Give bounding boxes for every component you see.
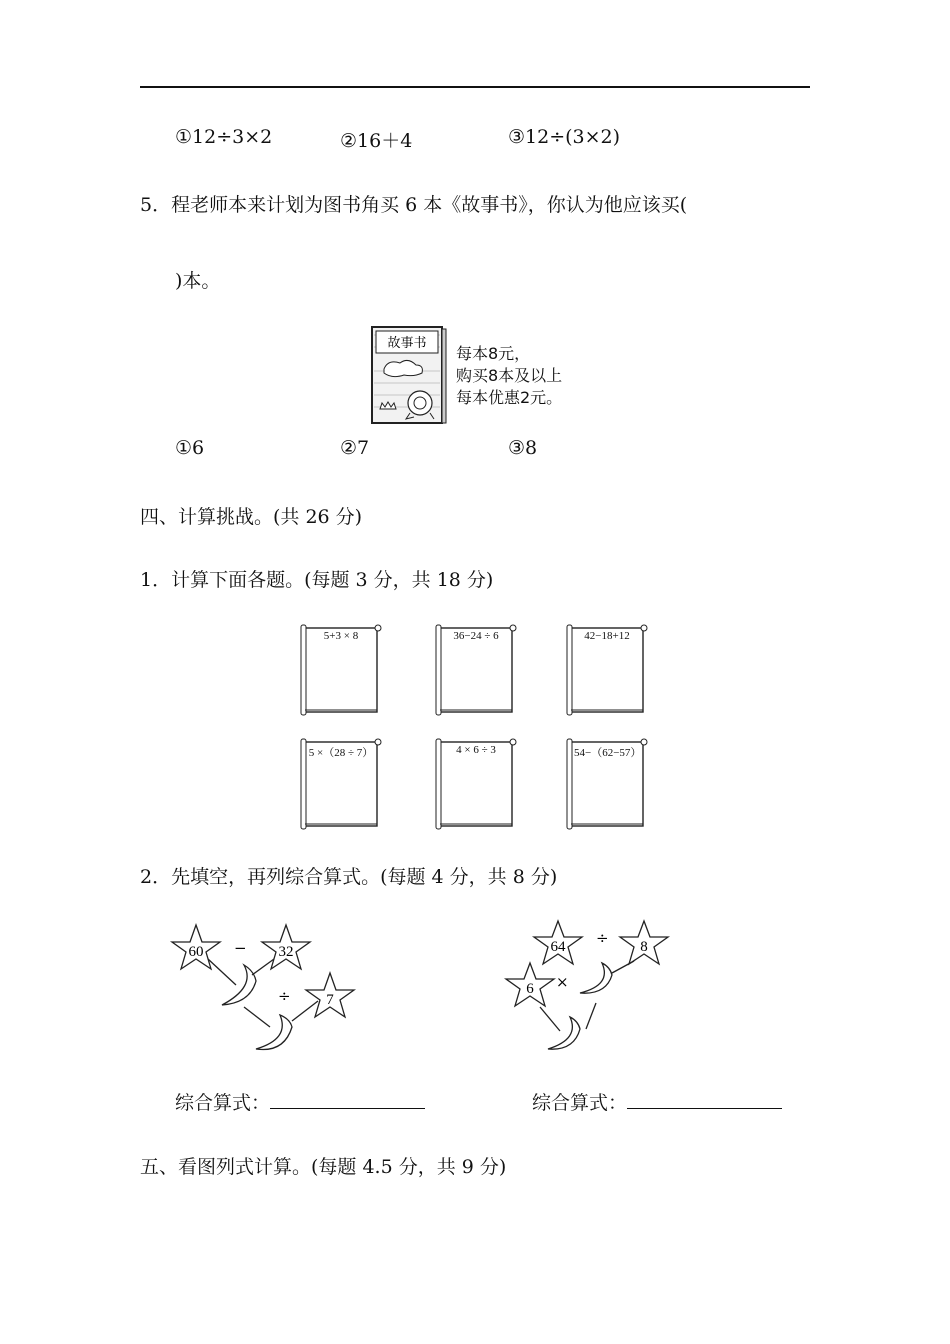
q4-option-3[interactable]: ③12÷(3×2) <box>508 126 621 148</box>
q4-option-1[interactable]: ①12÷3×2 <box>175 126 273 148</box>
star-number: 60 <box>188 944 204 960</box>
calc-card[interactable] <box>435 738 517 830</box>
star-number: 7 <box>326 992 334 1008</box>
formula-row-left <box>175 1088 425 1115</box>
calc-card[interactable] <box>300 624 382 716</box>
calc-expression: 42−18+12 <box>584 630 630 642</box>
promo-line-3: 每本优惠2元。 <box>456 388 563 407</box>
star-number: 8 <box>640 939 648 955</box>
top-rule <box>140 86 810 88</box>
moon-shape <box>222 965 256 1005</box>
formula-answer-blank[interactable] <box>270 1090 425 1109</box>
formula-label: 综合算式： <box>532 1092 628 1114</box>
section4-q1-title: 1．计算下面各题。(每题 3 分，共 18 分) <box>140 569 494 591</box>
calc-card[interactable] <box>435 624 517 716</box>
operator: − <box>234 939 247 957</box>
moon-shape <box>580 963 612 993</box>
operator: × <box>556 973 569 991</box>
calc-card[interactable] <box>566 738 648 830</box>
operator: ÷ <box>278 987 291 1005</box>
promo-line-1: 每本8元， <box>456 344 531 363</box>
calc-card[interactable] <box>300 738 382 830</box>
operator: ÷ <box>596 929 609 947</box>
formula-answer-blank[interactable] <box>627 1090 782 1109</box>
q5-option-2[interactable]: ②7 <box>340 437 370 459</box>
section5-title: 五、看图列式计算。(每题 4.5 分，共 9 分) <box>140 1156 507 1178</box>
star-number: 6 <box>526 981 534 997</box>
calc-expression: 5+3 × 8 <box>323 630 359 642</box>
calc-expression: 5 ×（28 ÷ 7） <box>308 747 374 759</box>
calc-expression: 36−24 ÷ 6 <box>453 630 499 642</box>
q4-option-2[interactable]: ②16＋4 <box>340 130 413 152</box>
promo-line-2: 购买8本及以上 <box>456 366 563 385</box>
section4-title: 四、计算挑战。(共 26 分) <box>140 506 363 528</box>
left-fill-diagram <box>160 915 370 1055</box>
right-fill-diagram <box>500 915 680 1055</box>
calc-card[interactable] <box>566 624 648 716</box>
star-number: 32 <box>278 944 294 960</box>
book-title: 故事书 <box>387 336 427 351</box>
calc-expression: 54−（62−57） <box>574 747 642 759</box>
price-promotion <box>456 343 562 409</box>
formula-row-right <box>532 1088 782 1115</box>
section4-q2-title: 2．先填空，再列综合算式。(每题 4 分，共 8 分) <box>140 866 558 888</box>
q5-option-1[interactable]: ①6 <box>175 437 205 459</box>
q5-question-line2: )本。 <box>175 270 221 292</box>
q5-question-line1: 5．程老师本来计划为图书角买 6 本《故事书》，你认为他应该买( <box>140 194 688 216</box>
star-number: 64 <box>550 939 566 955</box>
storybook-illustration <box>370 325 448 425</box>
formula-label: 综合算式： <box>175 1092 271 1114</box>
calc-expression: 4 × 6 ÷ 3 <box>456 744 496 756</box>
q5-option-3[interactable]: ③8 <box>508 437 538 459</box>
